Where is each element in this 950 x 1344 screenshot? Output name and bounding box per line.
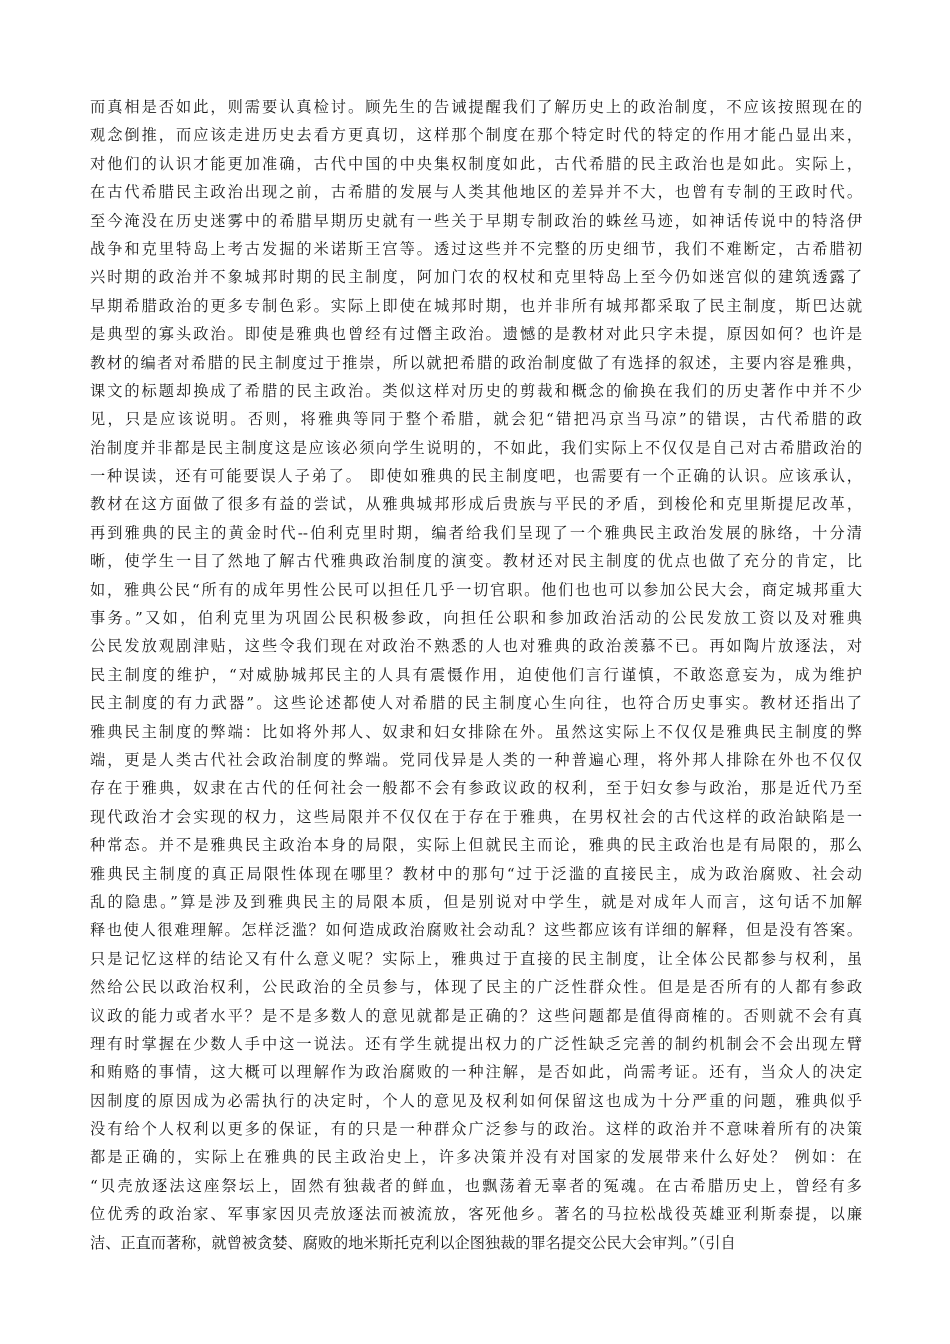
paragraph-line: 议政的能力或者水平？是不是多数人的意见就都是正确的？这些问题都是值得商榷的。否则就不会有真 <box>90 1006 862 1025</box>
paragraph-line: 战争和克里特岛上考古发掘的米诺斯王宫等。透过这些并不完整的历史细节，我们不难断定，古希腊初 <box>90 239 862 258</box>
paragraph-line: 雅典民主制度的真正局限性体现在哪里？教材中的那句“过于泛滥的直接民主，成为政治腐败、社会动 <box>90 864 862 883</box>
paragraph-line: “贝壳放逐法这座祭坛上，固然有独裁者的鲜血，也飘荡着无辜者的冤魂。在古希腊历史上，曾经有多 <box>90 1176 862 1195</box>
paragraph-line: 再到雅典的民主的黄金时代--伯利克里时期，编者给我们呈现了一个雅典民主政治发展的脉络，十分清 <box>90 523 862 542</box>
paragraph-line: 晰，使学生一目了然地了解古代雅典政治制度的演变。教材还对民主制度的优点也做了充分的肯定，比 <box>90 552 862 571</box>
paragraph-line: 至今淹没在历史迷雾中的希腊早期历史就有一些关于早期专制政治的蛛丝马迹，如神话传说中的特洛伊 <box>90 211 862 230</box>
paragraph-line: 端，更是人类古代社会政治制度的弊端。党同伐异是人类的一种普遍心理，将外邦人排除在外也不仅仅 <box>90 750 862 769</box>
paragraph-line: 如，雅典公民“所有的成年男性公民可以担任几乎一切官职。他们也也可以参加公民大会，商定城邦重大 <box>90 580 862 599</box>
paragraph-line: 公民发放观剧津贴，这些令我们现在对政治不熟悉的人也对雅典的政治羡慕不已。再如陶片放逐法，对 <box>90 637 862 656</box>
paragraph-line: 教材的编者对希腊的民主制度过于推崇，所以就把希腊的政治制度做了有选择的叙述，主要内容是雅典， <box>90 353 862 372</box>
paragraph-line: 兴时期的政治并不象城邦时期的民主制度，阿加门农的权杖和克里特岛上至今仍如迷宫似的建筑透露了 <box>90 268 862 287</box>
paragraph-line: 位优秀的政治家、军事家因贝壳放逐法而被流放，客死他乡。著名的马拉松战役英雄亚利斯泰提，以廉 <box>90 1205 862 1224</box>
paragraph-line: 见，只是应该说明。否则，将雅典等同于整个希腊，就会犯“错把冯京当马凉”的错误，古代希腊的政 <box>90 410 862 429</box>
paragraph-line: 民主制度的维护，“对威胁城邦民主的人具有震慑作用，迫使他们言行谨慎，不敢恣意妄为，成为维护 <box>90 665 862 684</box>
paragraph-line: 都是正确的，实际上在雅典的民主政治史上，许多决策并没有对国家的发展带来什么好处？ 例如：在 <box>90 1148 862 1167</box>
paragraph-line: 早期希腊政治的更多专制色彩。实际上即使在城邦时期，也并非所有城邦都采取了民主制度，斯巴达就 <box>90 296 862 315</box>
paragraph-line: 在古代希腊民主政治出现之前，古希腊的发展与人类其他地区的差异并不大，也曾有专制的王政时代。 <box>90 183 862 202</box>
paragraph-line: 种常态。并不是雅典民主政治本身的局限，实际上但就民主而论，雅典的民主政治也是有局限的，那么 <box>90 836 862 855</box>
paragraph-line: 雅典民主制度的弊端：比如将外邦人、奴隶和妇女排除在外。虽然这实际上不仅仅是雅典民主制度的弊 <box>90 722 862 741</box>
paragraph-line: 民主制度的有力武器”。这些论述都使人对希腊的民主制度心生向往，也符合历史事实。教材还指出了 <box>90 694 862 713</box>
paragraph-line: 教材在这方面做了很多有益的尝试，从雅典城邦形成后贵族与平民的矛盾，到梭伦和克里斯提尼改革， <box>90 495 862 514</box>
paragraph-line: 课文的标题却换成了希腊的民主政治。类似这样对历史的剪裁和概念的偷换在我们的历史著作中并不少 <box>90 381 862 400</box>
paragraph-line: 理有时掌握在少数人手中这一说法。还有学生就提出权力的广泛性缺乏完善的制约机制会不会出现左臂 <box>90 1034 862 1053</box>
paragraph-line: 存在于雅典，奴隶在古代的任何社会一般都不会有参政议政的权利，至于妇女参与政治，那是近代乃至 <box>90 779 862 798</box>
paragraph-line: 洁、正直而著称，就曾被贪婪、腐败的地米斯托克利以企图独裁的罪名提交公民大会审判。”（引自 <box>90 1233 736 1252</box>
paragraph-line: 释也使人很难理解。怎样泛滥？如何造成政治腐败社会动乱？这些都应该有详细的解释，但是没有答案。 <box>90 921 862 940</box>
paragraph-line: 和贿赂的事情，这大概可以理解作为政治腐败的一种注解，是否如此，尚需考证。还有，当众人的决定 <box>90 1063 862 1082</box>
paragraph-line: 是典型的寡头政治。即使是雅典也曾经有过僭主政治。遗憾的是教材对此只字未提，原因如何？也许是 <box>90 325 862 344</box>
paragraph-line: 只是记忆这样的结论又有什么意义呢？实际上，雅典过于直接的民主制度，让全体公民都参与权利，虽 <box>90 949 862 968</box>
body-text <box>90 93 862 1257</box>
paragraph-line: 现代政治才会实现的权力，这些局限并不仅仅在于存在于雅典，在男权社会的古代这样的政治缺陷是一 <box>90 807 862 826</box>
paragraph-line: 而真相是否如此，则需要认真检讨。顾先生的告诫提醒我们了解历史上的政治制度，不应该按照现在的 <box>90 98 862 116</box>
paragraph-line: 对他们的认识才能更加准确，古代中国的中央集权制度如此，古代希腊的民主政治也是如此。实际上， <box>90 154 862 173</box>
paragraph-line: 事务。”又如，伯利克里为巩固公民积极参政，向担任公职和参加政治活动的公民发放工资以及对雅典 <box>90 609 862 628</box>
paragraph-line: 乱的隐患。”算是涉及到雅典民主的局限本质，但是别说对中学生，就是对成年人而言，这句话不加解 <box>90 892 862 911</box>
paragraph-line: 因制度的原因成为必需执行的决定时，个人的意见及权利如何保留这也成为十分严重的问题，雅典似乎 <box>90 1091 862 1110</box>
paragraph-line: 观念倒推，而应该走进历史去看方更真切，这样那个制度在那个特定时代的特定的作用才能凸显出来， <box>90 126 862 145</box>
paragraph-line: 治制度并非都是民主制度这是应该必须向学生说明的，不如此，我们实际上不仅仅是自己对古希腊政治的 <box>90 438 862 457</box>
paragraph-line: 没有给个人权利以更多的保证，有的只是一种群众广泛参与的政治。这样的政治并不意味着所有的决策 <box>90 1120 862 1139</box>
paragraph-line: 一种误读，还有可能要误人子弟了。 即使如雅典的民主制度吧，也需要有一个正确的认识。应该承认， <box>90 467 862 486</box>
paragraph-line: 然给公民以政治权利，公民政治的全员参与，体现了民主的广泛性群众性。但是是否所有的人都有参政 <box>90 978 862 997</box>
